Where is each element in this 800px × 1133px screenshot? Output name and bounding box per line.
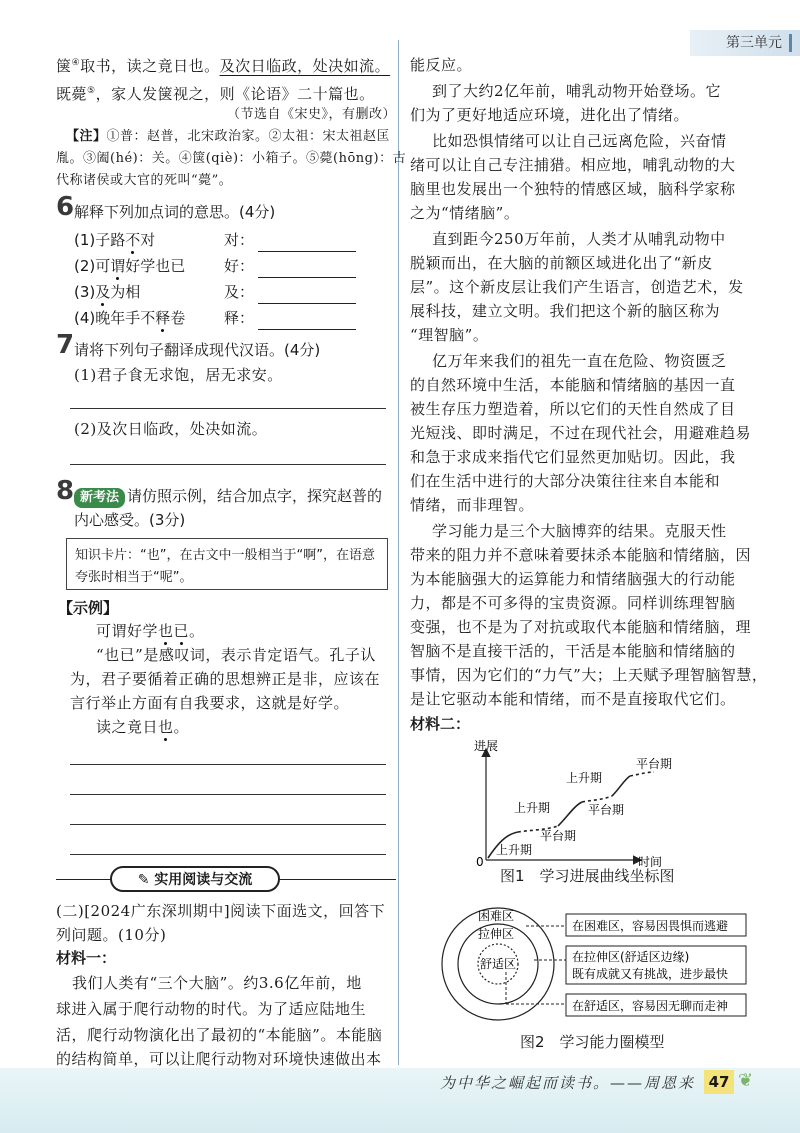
fig1-curve-plateau-3	[630, 772, 654, 776]
r-line-9: 脱颖而出，在大脑的前额区域进化出了“新皮	[410, 254, 713, 272]
m1-line-4: 的结构简单，可以让爬行动物对环境快速做出本	[56, 1050, 382, 1068]
passage-l2-a: 既薨	[56, 85, 88, 103]
r-line-10: 层”。这个新皮层让我们产生语言，创造艺术，发	[410, 278, 744, 296]
passage-l2-sup: ⑤	[87, 86, 96, 96]
q8-number: 8	[56, 476, 75, 506]
q7-answer-line-2[interactable]	[70, 464, 386, 465]
section-banner-text: 实用阅读与交流	[154, 872, 253, 888]
fig1-origin: 0	[476, 855, 484, 869]
r-line-7: 之为“情绪脑”。	[410, 204, 520, 222]
r-line-12: “理智脑”。	[410, 326, 489, 344]
q7-sentence-1: (1)君子食无求饱，居无求安。	[74, 366, 283, 384]
q6-text: 解释下列加点词的意思。(4分)	[74, 203, 276, 221]
passage-line-1	[56, 50, 390, 79]
section2-line-2: 列问题。(10分)	[56, 926, 167, 944]
r-line-26: 事情，因为它们的“力气”大；上天赋予理智脑智慧，	[410, 666, 768, 684]
passage-l1-c: 及次日临政，处决如流。	[219, 57, 391, 75]
r-line-17: 和急于求成来指代它们显然更加贴切。因此，我	[410, 448, 736, 466]
unit-tag-text: 第三单元	[726, 35, 782, 51]
note-line-3: 代称诸侯或大官的死叫“薨”。	[56, 173, 233, 188]
r-line-22: 为本能脑强大的运算能力和情绪脑强大的行动能	[410, 570, 736, 588]
note-line-1	[66, 126, 390, 148]
passage-l1-b: 取书，读之竟日也。	[80, 57, 220, 75]
q8-answer-line-2[interactable]	[70, 794, 386, 795]
fig2-zone-inner: 舒适区	[480, 957, 517, 971]
note-line-2: 胤。③阖(hé)：关。④箧(qiè)：小箱子。⑤薨(hōng)：古	[56, 151, 407, 166]
r-line-11: 展科技，建立文明。我们把这个新的脑区称为	[410, 302, 721, 320]
fig1-label-plateau-3: 平台期	[636, 757, 673, 771]
section-banner	[110, 866, 280, 892]
pen-icon: ✎	[137, 872, 155, 888]
passage-line-2	[56, 78, 375, 107]
figure-1-caption: 图1 学习进展曲线坐标图	[500, 867, 675, 885]
fig1-x-label: 时间	[638, 855, 663, 869]
fig2-desc-2a: 在拉伸区(舒适区边缘)	[572, 950, 690, 964]
r-line-13: 亿万年来我们的祖先一直在危险、物资匮乏	[432, 352, 727, 370]
m1-line-3: 活，爬行动物演化出了最初的“本能脑”。本能脑	[56, 1026, 383, 1044]
q6-item-1: (1)子路不对	[74, 231, 156, 249]
new-exam-badge: 新考法	[74, 488, 125, 508]
r-line-14: 的自然环境中生活，本能脑和情绪脑的基因一直	[410, 376, 736, 394]
fig2-desc-3: 在舒适区，容易因无聊而走神	[572, 999, 729, 1013]
q7-answer-line-1[interactable]	[70, 408, 386, 409]
fig1-label-plateau-2: 平台期	[588, 803, 625, 817]
q8-text-1: 新考法 请仿照示例，结合加点字，探究赵普的	[74, 484, 382, 508]
r-line-19: 情绪，而非理智。	[410, 496, 535, 514]
example-line-4: 言行举止方面有自我要求，这就是好学。	[70, 694, 350, 712]
material2-label: 材料二：	[410, 715, 471, 733]
r-line-21: 带来的阻力并不意味着要抹杀本能脑和情绪脑，因	[410, 546, 752, 564]
fig1-label-rise-2: 上升期	[514, 801, 551, 815]
q6-blank-3[interactable]: 及：	[224, 280, 356, 304]
note-l1: ①普：赵普，北宋政治家。②太祖：宋太祖赵匡	[106, 129, 391, 144]
q6-number: 6	[56, 192, 75, 222]
example-label: 【示例】	[58, 599, 119, 617]
q7-text: 请将下列句子翻译成现代汉语。(4分)	[74, 341, 321, 359]
q6-item-2: (2)可谓好学也已	[74, 257, 186, 275]
fig2-zone-outer: 困难区	[478, 909, 515, 923]
r-line-23: 力，都是不可多得的宝贵资源。同样训练理智脑	[410, 594, 736, 612]
q7-sentence-2: (2)及次日临政，处决如流。	[74, 420, 268, 438]
q6-blank-4[interactable]: 释：	[224, 306, 356, 330]
q8-answer-line-1[interactable]	[70, 764, 386, 765]
q8-answer-line-4[interactable]	[70, 854, 386, 855]
fig1-label-plateau-1: 平台期	[540, 829, 577, 843]
r-line-18: 们在生活中进行的大部分决策往往来自本能和	[410, 472, 721, 490]
fig1-curve-3	[612, 776, 630, 796]
q6-item-4: (4)晚年手不释卷	[74, 309, 186, 327]
passage-l1-sup: ④	[71, 58, 81, 68]
passage-l2-b: ，家人发箧视之，则《论语》二十篇也。	[95, 85, 375, 103]
r-line-4: 比如恐惧情绪可以让自己远离危险，兴奋情	[432, 132, 727, 150]
r-line-15: 被生存压力塑造着，所以它们的天性自然成了目	[410, 400, 736, 418]
example-line-5: 读之竟日也。	[96, 718, 190, 736]
fig1-label-rise-3: 上升期	[566, 771, 603, 785]
fig2-desc-1: 在困难区，容易因畏惧而逃避	[572, 919, 729, 933]
m1-line-1: 我们人类有“三个大脑”。约3.6亿年前，地	[72, 974, 362, 992]
q7-number: 7	[56, 330, 75, 360]
r-line-20: 学习能力是三个大脑博弈的结果。克服天性	[432, 522, 727, 540]
knowledge-card	[66, 538, 388, 590]
left-column	[56, 0, 407, 1068]
r-line-2: 到了大约2亿年前，哺乳动物开始登场。它	[432, 82, 722, 100]
fig1-y-label: 进展	[474, 739, 499, 753]
fig1-curve-2	[558, 802, 582, 826]
r-line-1: 能反应。	[410, 56, 473, 74]
r-line-5: 绪可以让自己专注捕猎。相应地，哺乳动物的大	[410, 156, 736, 174]
example-line-3: 为，君子要循着正确的思想辨正是非，应该在	[70, 670, 381, 688]
passage-l1-a: 箧	[56, 57, 72, 75]
r-line-16: 光短浅、即时满足，不过在现代社会，用避难趋易	[410, 424, 752, 442]
m1-line-2: 球进入属于爬行动物的时代。为了适应陆地生	[56, 1000, 367, 1018]
example-line-1: 可谓好学也已。	[96, 622, 205, 640]
q8-text-2: 内心感受。(3分)	[74, 511, 186, 529]
column-divider	[398, 40, 399, 1065]
example-line-2: “也已”是感叹词，表示肯定语气。孔子认	[96, 646, 376, 664]
r-line-3: 们为了更好地适应环境，进化出了情绪。	[410, 106, 690, 124]
passage-source: （节选自《宋史》，有删改）	[226, 107, 396, 122]
fig2-desc-2b: 既有成就又有挑战，进步最快	[572, 967, 729, 981]
fig2-zone-middle: 拉伸区	[478, 927, 515, 941]
q6-blank-1[interactable]: 对：	[224, 228, 356, 252]
page-number: 47	[704, 1070, 734, 1094]
q6-item-3: (3)及为相	[74, 283, 141, 301]
r-line-25: 智脑不是直接干活的，干活是本能脑和情绪脑的	[410, 642, 736, 660]
fig1-curve-plateau-2	[582, 796, 612, 802]
note-label: 【注】	[66, 129, 107, 144]
r-line-6: 脑里也发展出一个独特的情感区域，脑科学家称	[410, 180, 736, 198]
r-line-24: 变强，也不是为了对抗或取代本能脑和情绪脑，理	[410, 618, 752, 636]
material1-label: 材料一：	[56, 949, 117, 967]
r-line-8: 直到距今250万年前，人类才从哺乳动物中	[432, 230, 726, 248]
q8-answer-line-3[interactable]	[70, 824, 386, 825]
card-line-2: 夸张时相当于“呢”。	[75, 570, 193, 585]
leaf-icon: ❦	[738, 1070, 754, 1091]
section2-line-1: (二)[2024广东深圳期中]阅读下面选文，回答下	[56, 902, 386, 920]
r-line-27: 是让它驱动本能和情绪，而不是直接取代它们。	[410, 690, 736, 708]
footer-quote: 为中华之崛起而读书。——周恩来	[440, 1074, 696, 1092]
fig1-label-rise-1: 上升期	[496, 843, 533, 857]
figure-2-caption: 图2 学习能力圈模型	[520, 1033, 665, 1051]
figure-2-diagram	[430, 900, 750, 1028]
q6-blank-2[interactable]: 好：	[224, 254, 356, 278]
card-line-1: 知识卡片：“也”，在古文中一般相当于“啊”，在语意	[75, 548, 375, 563]
